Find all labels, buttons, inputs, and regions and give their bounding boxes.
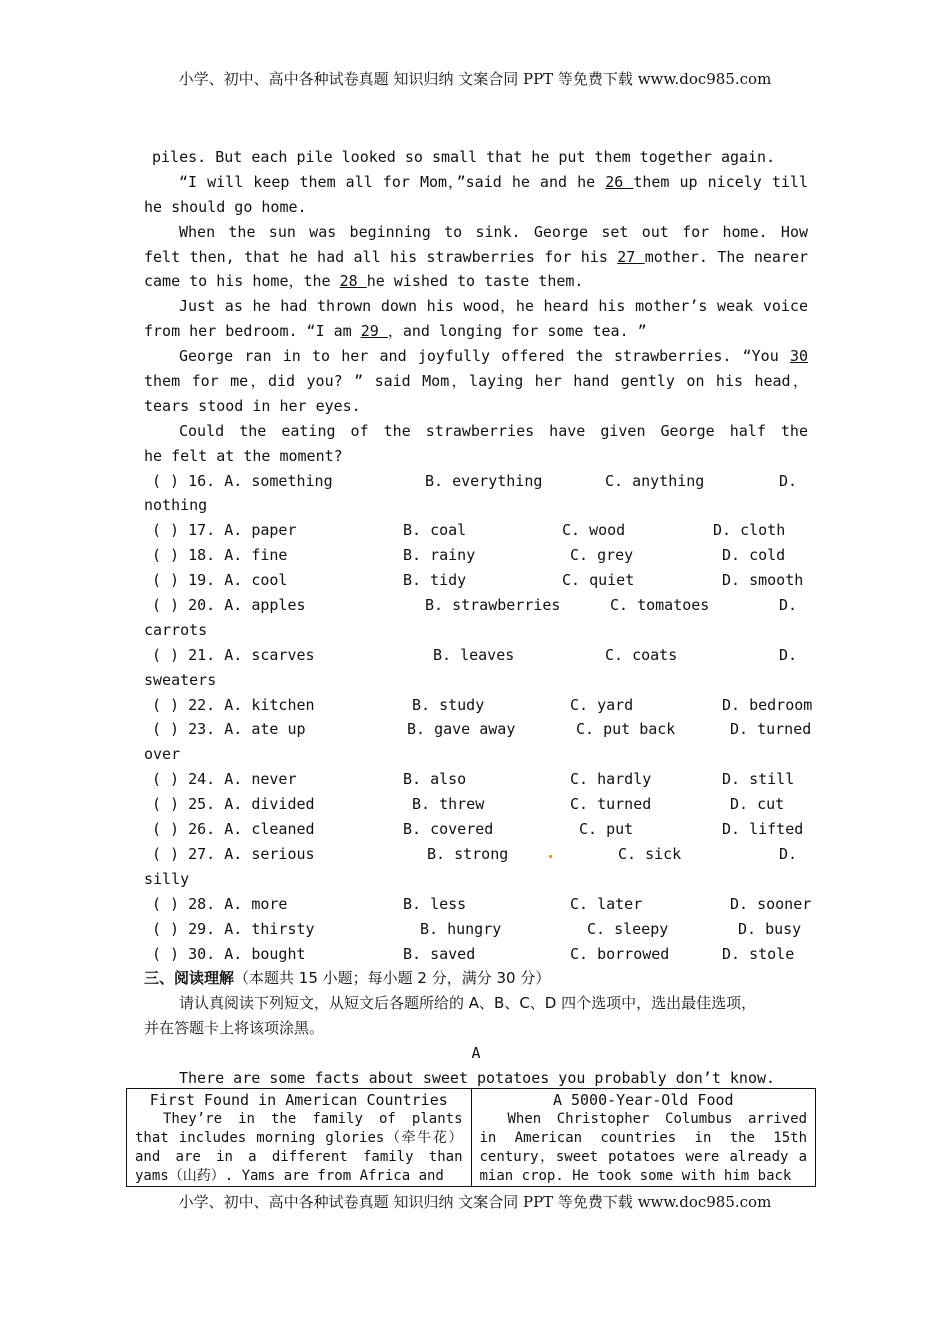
facts-cell-right xyxy=(471,1089,816,1187)
passage-line: he felt at the moment? xyxy=(144,446,343,465)
question-17: ( ) 17. A. paper B. coal C. wood D. cloth xyxy=(152,521,786,540)
facts-cell-title: A 5000-Year-Old Food xyxy=(552,1091,734,1109)
passage-line: tears stood in her eyes. xyxy=(144,396,361,415)
question-26: ( ) 26. A. cleaned B. covered C. put D. lifted xyxy=(152,820,804,839)
question-25: ( ) 25. A. divided B. threw C. turned D. cut xyxy=(152,795,785,814)
question-23: ( ) 23. A. ate up B. gave away C. put back D. turned xyxy=(152,720,812,739)
blank-30: 30 xyxy=(789,347,808,366)
passage-line: felt then, that he had all his strawberries for his 27 mother. The nearer xyxy=(144,247,808,266)
question-19: ( ) 19. A. cool B. tidy C. quiet D. smooth xyxy=(152,571,804,590)
stray-mark xyxy=(549,855,552,858)
question-20: ( ) 20. A. apples B. strawberries C. tomatoes D. xyxy=(152,596,798,615)
section-instruction: 请认真阅读下列短文，从短文后各题所给的 A、B、C、D 四个选项中，选出最佳选项， xyxy=(179,994,757,1013)
passage-line: them for me，did you? ” said Mom，laying her hand gently on his head， xyxy=(144,372,808,391)
question-20-wrap: carrots xyxy=(144,620,208,639)
cloze-passage xyxy=(144,145,813,1091)
passage-letter: A xyxy=(471,1044,481,1063)
facts-cell-title: First Found in American Countries xyxy=(149,1091,448,1109)
question-23-wrap: over xyxy=(144,745,181,764)
passage-line: piles. But each pile looked so small that he put them together again. xyxy=(152,148,776,166)
section-instruction: 并在答题卡上将该项涂黑。 xyxy=(144,1019,325,1038)
blank-28: 28 xyxy=(339,272,367,291)
passage-line: Could the eating of the strawberries have given George half the xyxy=(179,421,808,440)
question-27-wrap: silly xyxy=(144,869,190,888)
question-27: ( ) 27. A. serious B. strong C. sick D. xyxy=(152,844,798,863)
question-29: ( ) 29. A. thirsty B. hungry C. sleepy D. busy xyxy=(152,919,802,938)
facts-table xyxy=(126,1088,816,1187)
facts-cell-text: They’re in the family of plants that includes morning glories（牵牛花）and are in a different family than yams（山药）. Yams are from Africa and xyxy=(135,1111,463,1184)
passage-line: George ran in to her and joyfully offered the strawberries. “You 30 xyxy=(179,347,808,366)
question-28: ( ) 28. A. more B. less C. later D. sooner xyxy=(152,894,812,913)
passage-line: from her bedroom. “I am 29 ，and longing for some tea. ” xyxy=(144,322,647,341)
question-21: ( ) 21. A. scarves B. leaves C. coats D. xyxy=(152,645,798,664)
question-16-wrap: nothing xyxy=(144,496,208,515)
page-footer: 小学、初中、高中各种试卷真题 知识归纳 文案合同 PPT 等免费下载 www.doc985.com xyxy=(178,1193,772,1211)
passage-line: “I will keep them all for Mom，”said he and he 26 them up nicely till xyxy=(179,172,808,191)
passage-intro: There are some facts about sweet potatoes you probably don’t know. xyxy=(179,1068,776,1087)
blank-29: 29 xyxy=(360,322,388,341)
page-header: 小学、初中、高中各种试卷真题 知识归纳 文案合同 PPT 等免费下载 www.doc985.com xyxy=(178,70,772,88)
facts-cell-left xyxy=(127,1089,472,1187)
question-22: ( ) 22. A. kitchen B. study C. yard D. bedroom xyxy=(152,695,813,714)
question-24: ( ) 24. A. never B. also C. hardly D. still xyxy=(152,770,795,789)
question-16: ( ) 16. A. something B. everything C. anything D. xyxy=(152,471,798,490)
question-18: ( ) 18. A. fine B. rainy C. grey D. cold xyxy=(152,546,786,565)
question-30: ( ) 30. A. bought B. saved C. borrowed D. stole xyxy=(152,944,795,963)
passage-line: came to his home，the 28 he wished to taste them. xyxy=(144,272,584,291)
blank-26: 26 xyxy=(605,172,634,191)
passage-line: he should go home. xyxy=(144,197,307,216)
passage-line: When the sun was beginning to sink. George set out for home. How xyxy=(179,222,808,241)
section-heading: 三、阅读理解（本题共 15 小题；每小题 2 分，满分 30 分） xyxy=(144,969,551,988)
question-21-wrap: sweaters xyxy=(144,670,217,689)
facts-cell-text: When Christopher Columbus arrived in American countries in the 15th century，sweet potatoes were already a mian crop. He took some with him back xyxy=(479,1111,807,1184)
blank-27: 27 xyxy=(617,247,645,266)
passage-line: Just as he had thrown down his wood，he heard his mother’s weak voice xyxy=(179,297,808,316)
